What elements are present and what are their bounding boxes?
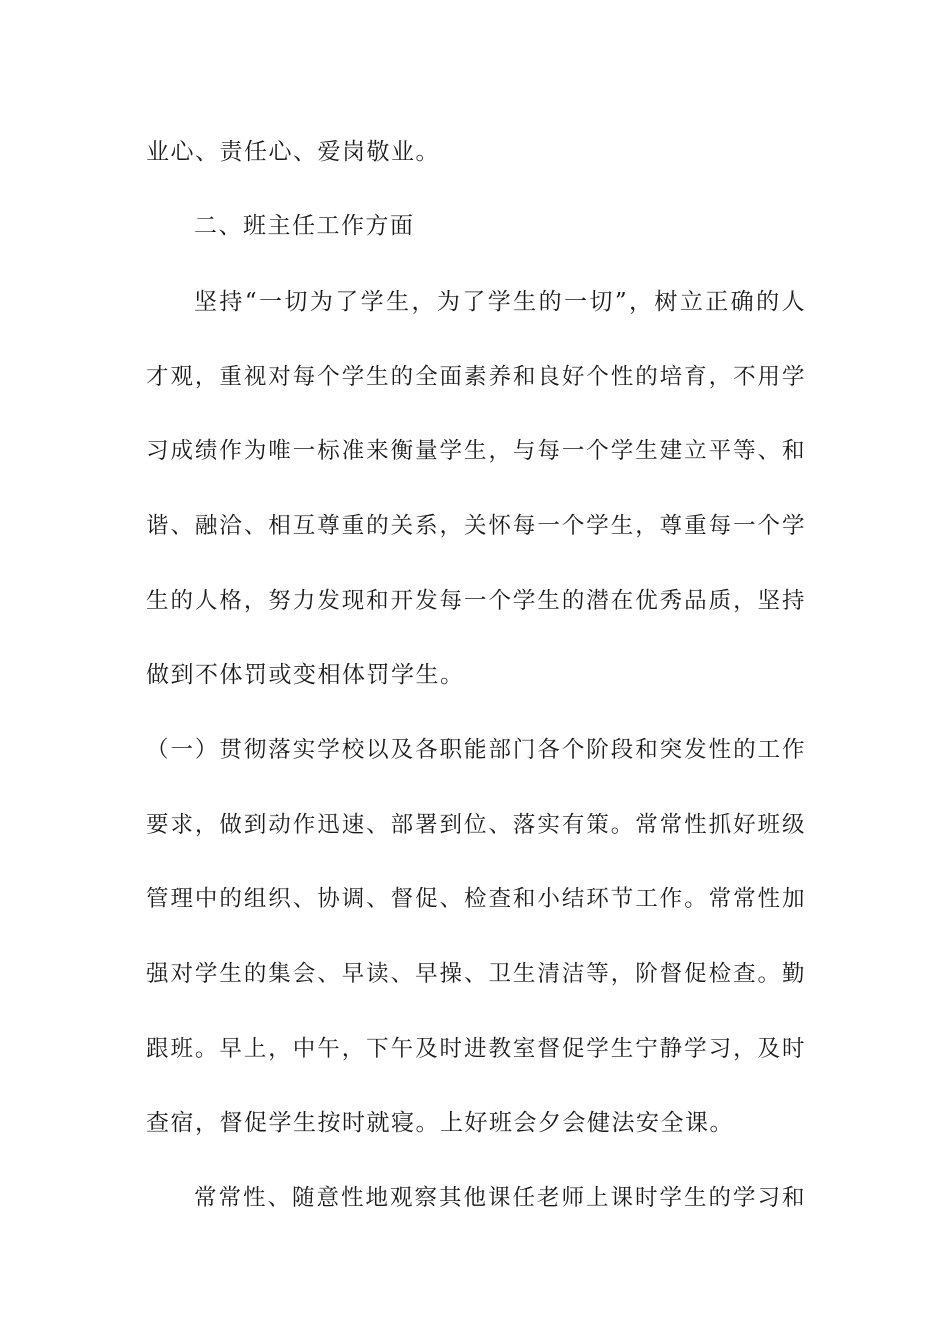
paragraph-line: 做到不体罚或变相体罚学生。 — [146, 662, 465, 688]
paragraph-line: 跟班。早上，中午，下午及时进教室督促学生宁静学习，及时 — [146, 1036, 806, 1062]
paragraph-line: 强对学生的集会、早读、早操、卫生清洁等，阶督促检查。勤 — [146, 961, 806, 987]
paragraph-line: 习成绩作为唯一标准来衡量学生，与每一个学生建立平等、和 — [146, 438, 806, 464]
section-heading: 二、班主任工作方面 — [194, 213, 415, 239]
paragraph-line: 常常性、随意性地观察其他课任老师上课时学生的学习和 — [194, 1185, 806, 1211]
paragraph-line: 查宿，督促学生按时就寝。上好班会夕会健法安全课。 — [146, 1110, 734, 1136]
paragraph-line: 业心、责任心、爱岗敬业。 — [146, 139, 440, 165]
paragraph-line: 坚持“一切为了学生，为了学生的一切”，树立正确的人 — [194, 289, 806, 315]
paragraph-line: 要求，做到动作迅速、部署到位、落实有策。常常性抓好班级 — [146, 812, 806, 838]
subsection-line: （一）贯彻落实学校以及各职能部门各个阶段和突发性的工作 — [146, 737, 806, 763]
paragraph-line: 管理中的组织、协调、督促、检查和小结环节工作。常常性加 — [146, 886, 806, 912]
paragraph-line: 谐、融洽、相互尊重的关系，关怀每一个学生，尊重每一个学 — [146, 513, 806, 539]
paragraph-line: 生的人格，努力发现和开发每一个学生的潜在优秀品质，坚持 — [146, 588, 806, 614]
paragraph-line: 才观，重视对每个学生的全面素养和良好个性的培育，不用学 — [146, 364, 806, 390]
